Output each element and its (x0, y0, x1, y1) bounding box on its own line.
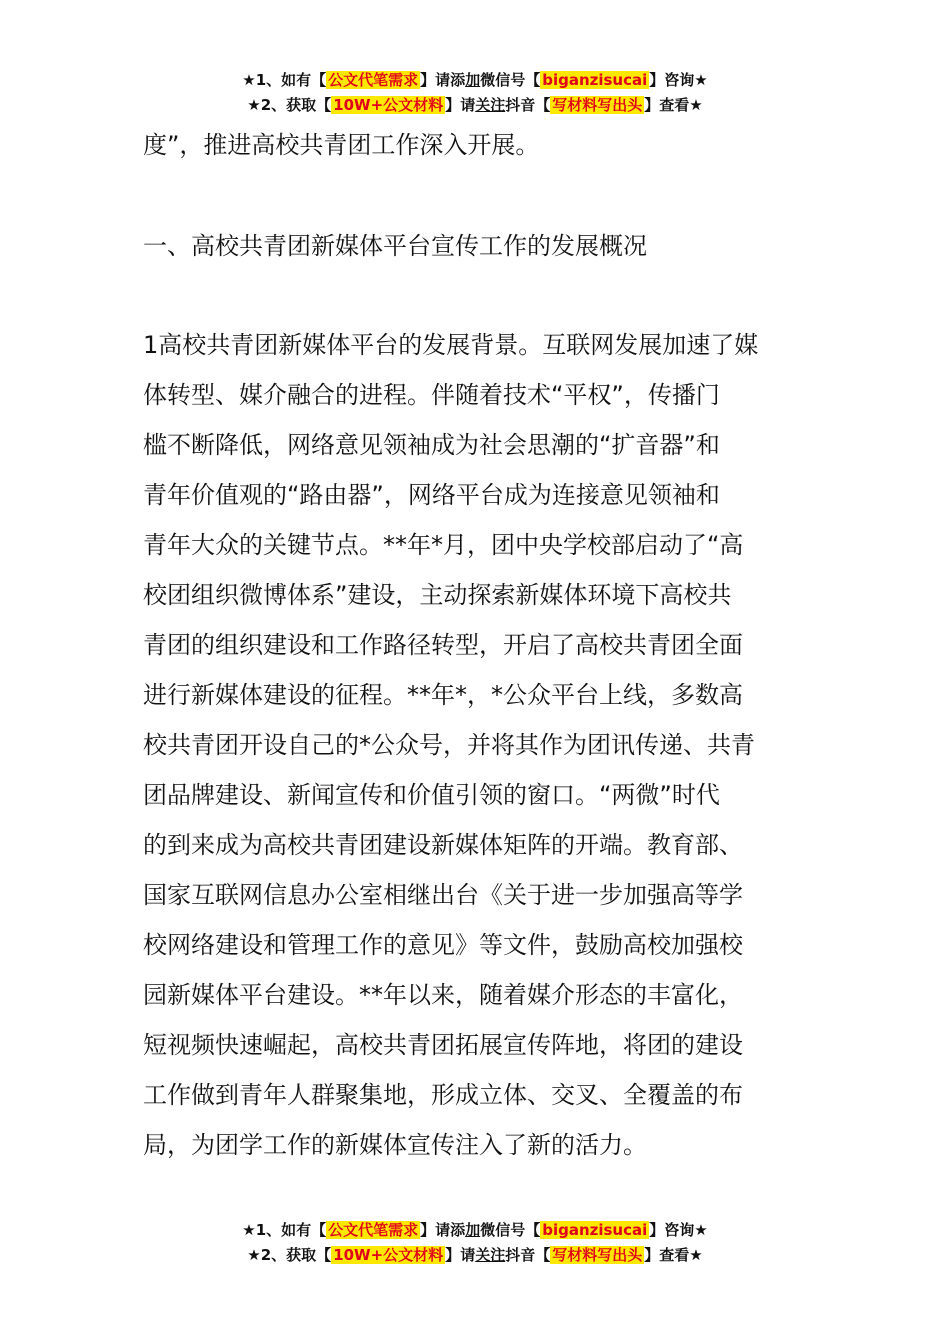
banner-line-1-suffix: 】咨询★ (649, 71, 708, 89)
paragraph-line: 短视频快速崛起，高校共青团拓展宣传阵地，将团的建设 (143, 1031, 743, 1059)
paragraph-line: 体转型、媒介融合的进程。伴随着技术“平权”，传播门 (143, 381, 720, 409)
paragraph-line: 的到来成为高校共青团建设新媒体矩阵的开端。教育部、 (143, 831, 743, 859)
banner-line-2-mid2: 抖音【 (505, 1246, 551, 1264)
banner-underlined-follow: 关注 (475, 1246, 506, 1264)
banner-line-2-mid: 】请 (445, 96, 476, 114)
paragraph-line: 国家互联网信息办公室相继出台《关于进一步加强高等学 (143, 881, 743, 909)
header-banner (0, 68, 950, 118)
banner-underlined-follow: 关注 (475, 96, 506, 114)
banner-highlight-douyin: 写材料写出头 (552, 96, 643, 114)
banner-line-1-prefix: ★1、如有【 (242, 71, 327, 89)
banner-line-1 (0, 1218, 950, 1243)
body-paragraph (143, 320, 811, 1170)
banner-highlight-wechat-id: biganzisucai (542, 71, 648, 89)
banner-highlight-materials: 10W+公文材料 (333, 1246, 444, 1264)
banner-line-1-prefix: ★1、如有【 (242, 1221, 327, 1239)
banner-line-1-mid: 】请添 (420, 71, 466, 89)
banner-highlight-ghostwriting: 公文代笔需求 (328, 71, 419, 89)
section-heading-text: 一、高校共青团新媒体平台宣传工作的发展概况 (143, 232, 647, 260)
banner-line-2-mid: 】请 (445, 1246, 476, 1264)
paragraph-line: 校网络建设和管理工作的意见》等文件，鼓励高校加强校 (143, 931, 743, 959)
paragraph-line: 园新媒体平台建设。**年以来，随着媒介形态的丰富化， (143, 981, 743, 1009)
footer-banner (0, 1218, 950, 1268)
banner-line-1-suffix: 】咨询★ (649, 1221, 708, 1239)
banner-line-1-mid2: 微信号【 (480, 71, 541, 89)
banner-line-1-mid: 】请添 (420, 1221, 466, 1239)
paragraph-line: 青年价值观的“路由器”，网络平台成为连接意见领袖和 (143, 481, 720, 509)
banner-line-2 (0, 1243, 950, 1268)
paragraph-line: 青团的组织建设和工作路径转型，开启了高校共青团全面 (143, 631, 743, 659)
paragraph-line: 进行新媒体建设的征程。**年*，*公众平台上线，多数高 (143, 681, 743, 709)
paragraph-line: 青年大众的关键节点。**年*月，团中央学校部启动了“高 (143, 531, 744, 559)
banner-line-1 (0, 68, 950, 93)
section-heading (143, 221, 811, 271)
banner-highlight-materials: 10W+公文材料 (333, 96, 444, 114)
banner-highlight-douyin: 写材料写出头 (552, 1246, 643, 1264)
banner-line-2-prefix: ★2、获取【 (247, 96, 332, 114)
paragraph-line: 1高校共青团新媒体平台的发展背景。互联网发展加速了媒 (143, 331, 759, 359)
paragraph-line: 校团组织微博体系”建设，主动探索新媒体环境下高校共 (143, 581, 732, 609)
banner-line-2-suffix: 】查看★ (644, 1246, 703, 1264)
banner-underlined-add: 加 (465, 71, 481, 89)
banner-underlined-add: 加 (465, 1221, 481, 1239)
paragraph-line: 团品牌建设、新闻宣传和价值引领的窗口。“两微”时代 (143, 781, 720, 809)
banner-highlight-wechat-id: biganzisucai (542, 1221, 648, 1239)
banner-line-2-mid2: 抖音【 (505, 96, 551, 114)
banner-highlight-ghostwriting: 公文代笔需求 (328, 1221, 419, 1239)
paragraph-line: 槛不断降低，网络意见领袖成为社会思潮的“扩音器”和 (143, 431, 720, 459)
continuation-text (143, 120, 811, 170)
paragraph-line: 局，为团学工作的新媒体宣传注入了新的活力。 (143, 1131, 647, 1159)
continuation-line: 度”，推进高校共青团工作深入开展。 (143, 131, 540, 159)
banner-line-1-mid2: 微信号【 (480, 1221, 541, 1239)
paragraph-line: 校共青团开设自己的*公众号，并将其作为团讯传递、共青 (143, 731, 755, 759)
banner-line-2 (0, 93, 950, 118)
paragraph-line: 工作做到青年人群聚集地，形成立体、交叉、全覆盖的布 (143, 1081, 743, 1109)
banner-line-2-suffix: 】查看★ (644, 96, 703, 114)
banner-line-2-prefix: ★2、获取【 (247, 1246, 332, 1264)
